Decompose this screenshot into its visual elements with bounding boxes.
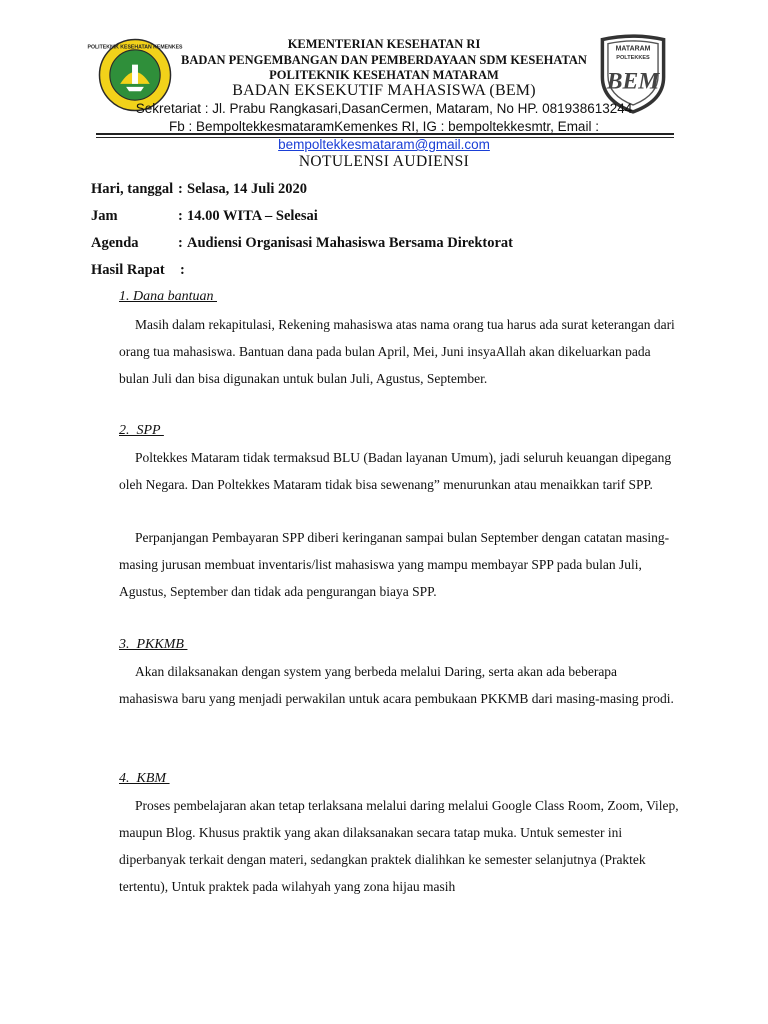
- header-institution: POLITEKNIK KESEHATAN MATARAM: [269, 68, 499, 82]
- section-paragraph: Akan dilaksanakan dengan system yang berbeda melalui Daring, serta akan ada beberapa mahasiswa baru yang menjadi perwakilan untuk acara pembukaan PKKMB dari masing-masing prodi.: [119, 664, 674, 706]
- section-paragraph: Masih dalam rekapitulasi, Rekening mahasiswa atas nama orang tua harus ada surat keterangan dari orang tua mahasiswa. Bantuan dana pada bulan April, Mei, Juni insyaAllah akan dikeluarkan pada bulan Juli dan bisa digunakan untuk bulan Juli, Agustus, September.: [119, 317, 675, 386]
- section-heading-pkkmb: 3. PKKMB: [119, 637, 188, 652]
- meta-time-value: 14.00 WITA – Selesai: [187, 208, 318, 224]
- meta-colon: :: [178, 181, 183, 197]
- header-divider-thick: [96, 133, 674, 135]
- email-link[interactable]: bempoltekkesmataram@gmail.com: [278, 137, 490, 152]
- section-heading-kbm: 4. KBM: [119, 771, 170, 786]
- meta-date-value: Selasa, 14 Juli 2020: [187, 181, 308, 197]
- meta-time-label: Jam: [91, 208, 118, 224]
- left-logo-text: POLITEKNIK KESEHATAN KEMENKES: [87, 44, 183, 51]
- right-logo-text-big: BEM: [606, 68, 660, 95]
- header-social: Fb : BempoltekkesmataramKemenkes RI, IG : bempoltekkesmtr, Email :: [169, 119, 599, 134]
- meta-result-label: Hasil Rapat: [91, 262, 165, 278]
- meta-agenda-value: Audiensi Organisasi Mahasiswa Bersama Direktorat: [187, 235, 513, 251]
- meta-agenda-label: Agenda: [91, 235, 139, 251]
- meta-colon: :: [180, 262, 185, 278]
- header-email-row: [110, 137, 658, 152]
- header-agency: BADAN PENGEMBANGAN DAN PEMBERDAYAAN SDM KESEHATAN: [181, 53, 587, 67]
- header-address: Sekretariat : Jl. Prabu Rangkasari,DasanCermen, Mataram, No HP. 081938613244: [135, 101, 633, 116]
- meta-date-label: Hari, tanggal: [91, 181, 174, 197]
- header-ministry: KEMENTERIAN KESEHATAN RI: [287, 37, 481, 51]
- header-divider-thin: [96, 137, 674, 138]
- section-paragraph: Poltekkes Mataram tidak termaksud BLU (Badan layanan Umum), jadi seluruh keuangan dipegang oleh Negara. Dan Poltekkes Mataram tidak bisa sewenang” menurunkan atau menaikkan tarif SPP.: [119, 450, 672, 492]
- section-heading-dana-bantuan: 1. Dana bantuan: [119, 289, 217, 304]
- section-paragraph: Perpanjangan Pembayaran SPP diberi keringanan sampai bulan September dengan catatan masing-masing jurusan membuat inventaris/list mahasiswa yang mampu membayar SPP pada bulan Juli, Agustus, September dan tidak ada pengurangan biaya SPP.: [119, 530, 670, 599]
- document-title: NOTULENSI AUDIENSI: [298, 153, 470, 170]
- section-paragraph: Proses pembelajaran akan tetap terlaksana melalui daring melalui Google Class Room, Zoom, Vilep, maupun Blog. Khusus praktik yang akan dilaksanakan secara tatap muka. Untuk semester ini diperbanyak terkait dengan materi, sedangkan praktek dialihkan ke semester selanjutnya (Praktek tertentu), Untuk praktek pada wilahyah yang zona hijau masih: [119, 798, 679, 894]
- right-logo-text-mid: POLTEKKES: [616, 55, 650, 62]
- section-heading-spp: 2. SPP: [119, 423, 164, 438]
- right-logo-text-top: MATARAM: [615, 45, 651, 53]
- header-org-name: BADAN EKSEKUTIF MAHASISWA (BEM): [232, 82, 536, 99]
- meta-colon: :: [178, 235, 183, 251]
- meta-colon: :: [178, 208, 183, 224]
